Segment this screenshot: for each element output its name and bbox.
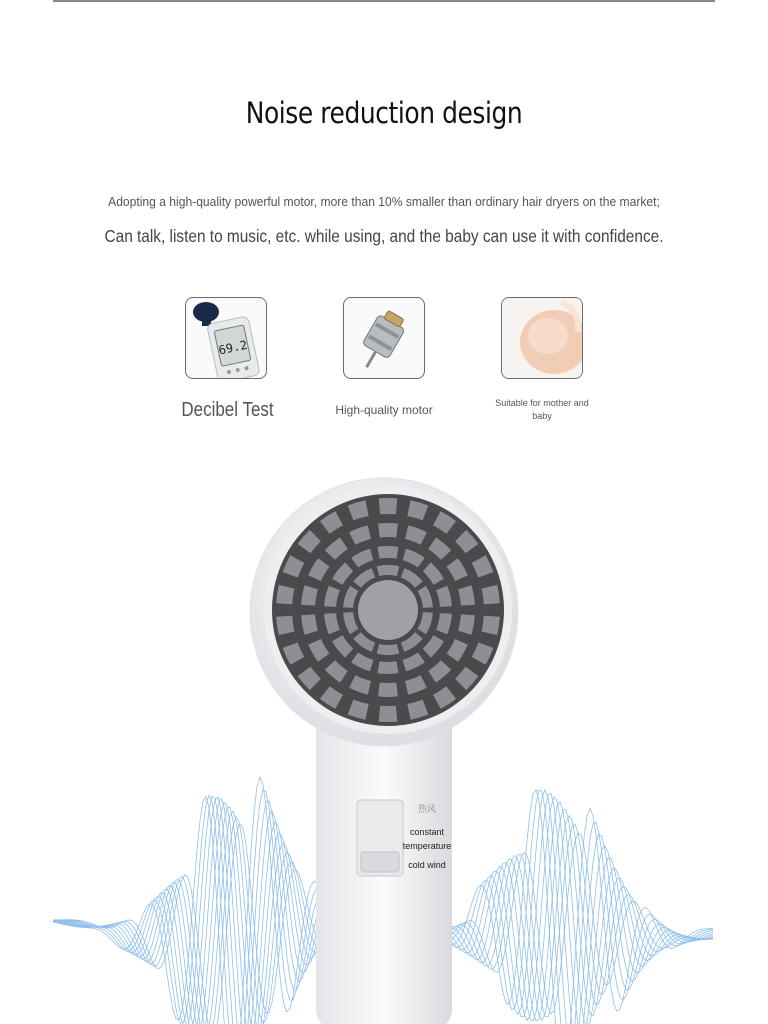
feature-label-baby: Suitable for mother and baby [495, 398, 589, 421]
feature-label-motor: High-quality motor [335, 403, 433, 417]
switch-label-cold: cold wind [408, 860, 446, 870]
page-title: Noise reduction design [245, 96, 523, 130]
decibel-meter-icon [185, 297, 267, 379]
top-divider [53, 0, 715, 2]
switch-label-constant: constant temperature [402, 827, 452, 851]
decibel-reading: 69.2 [217, 337, 249, 358]
baby-belly-icon [501, 297, 583, 379]
description-line-1: Adopting a high-quality powerful motor, more than 10% smaller than ordinary hair dryers on the market; [108, 194, 660, 209]
motor-icon [343, 297, 425, 379]
switch-label-hot: 热风 [417, 804, 436, 814]
feature-label-decibel: Decibel Test [181, 399, 274, 421]
description-line-2: Can talk, listen to music, etc. while using, and the baby can use it with confidence. [104, 226, 664, 246]
hair-dryer-illustration [0, 440, 768, 1024]
